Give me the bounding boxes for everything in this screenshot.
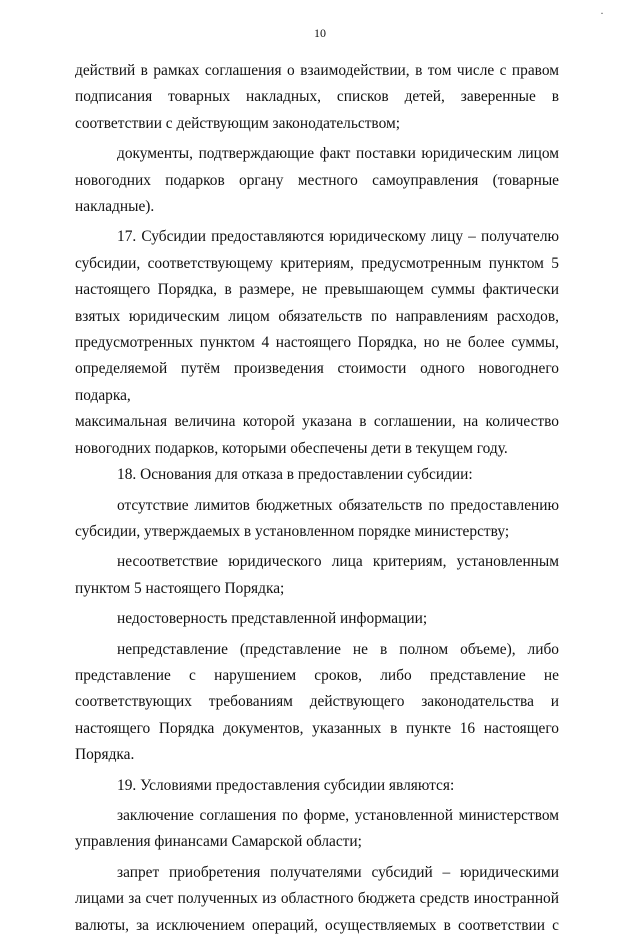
text-line: валюты, за исключением операций, осуществляемых в соответствии с: [75, 916, 559, 934]
text-line: Порядка.: [75, 746, 135, 764]
text-line: заключение соглашения по форме, установленной министерством: [117, 806, 559, 824]
text-line: действий в рамках соглашения о взаимодействии, в том числе с правом: [75, 62, 559, 79]
text-line: определяемой путём произведения стоимости одного новогоднего подарка,: [75, 360, 559, 404]
text-line: настоящего Порядка документов, указанных в пункте 16 настоящего: [75, 719, 559, 737]
text-line: представление с нарушением сроков, либо представление не: [75, 666, 559, 684]
page-number: 10: [314, 26, 326, 40]
text-line: настоящего Порядка, в размере, не превышающем суммы фактически: [75, 281, 559, 299]
document-body: [75, 58, 559, 939]
text-line: запрет приобретения получателями субсидий – юридическими: [117, 863, 559, 881]
text-line: несоответствие юридического лица критериям, установленным: [117, 553, 559, 571]
text-line: непредставление (представление не в полном объеме), либо: [117, 640, 559, 658]
text-line: подписания товарных накладных, списков детей, заверенные в: [75, 88, 559, 106]
text-line: субсидии, соответствующему критериям, предусмотренным пунктом 5: [75, 254, 559, 272]
text-line: соответствующих требованиям действующего законодательства и: [75, 693, 559, 711]
text-line: новогодних подарков органу местного самоуправления (товарные: [75, 171, 559, 189]
text-line: 17. Субсидии предоставляются юридическому лицу – получателю: [117, 228, 559, 246]
text-line: предусмотренных пунктом 4 настоящего Порядка, но не более суммы,: [75, 334, 559, 352]
text-line: 19. Условиями предоставления субсидии являются:: [117, 776, 455, 794]
text-line: новогодних подарков, которыми обеспечены дети в текущем году.: [75, 439, 508, 457]
text-line: лицами за счет полученных из областного бюджета средств иностранной: [75, 890, 559, 908]
text-line: пунктом 5 настоящего Порядка;: [75, 579, 285, 597]
text-line: субсидии, утверждаемых в установленном порядке министерству;: [75, 522, 510, 540]
text-line: отсутствие лимитов бюджетных обязательств по предоставлению: [117, 496, 559, 514]
text-line: документы, подтверждающие факт поставки юридическим лицом: [117, 145, 559, 163]
text-line: 18. Основания для отказа в предоставлении субсидии:: [117, 466, 473, 484]
text-line: взятых юридическим лицом обязательств по направлениям расходов,: [75, 307, 559, 325]
text-line: соответствии с действующим законодательством;: [75, 114, 400, 132]
text-line: накладные).: [75, 198, 155, 216]
text-line: недостоверность представленной информации;: [117, 610, 428, 628]
corner-mark: ·: [600, 6, 604, 20]
text-line: управления финансами Самарской области;: [75, 833, 362, 851]
text-line: максимальная величина которой указана в соглашении, на количество: [75, 413, 559, 431]
